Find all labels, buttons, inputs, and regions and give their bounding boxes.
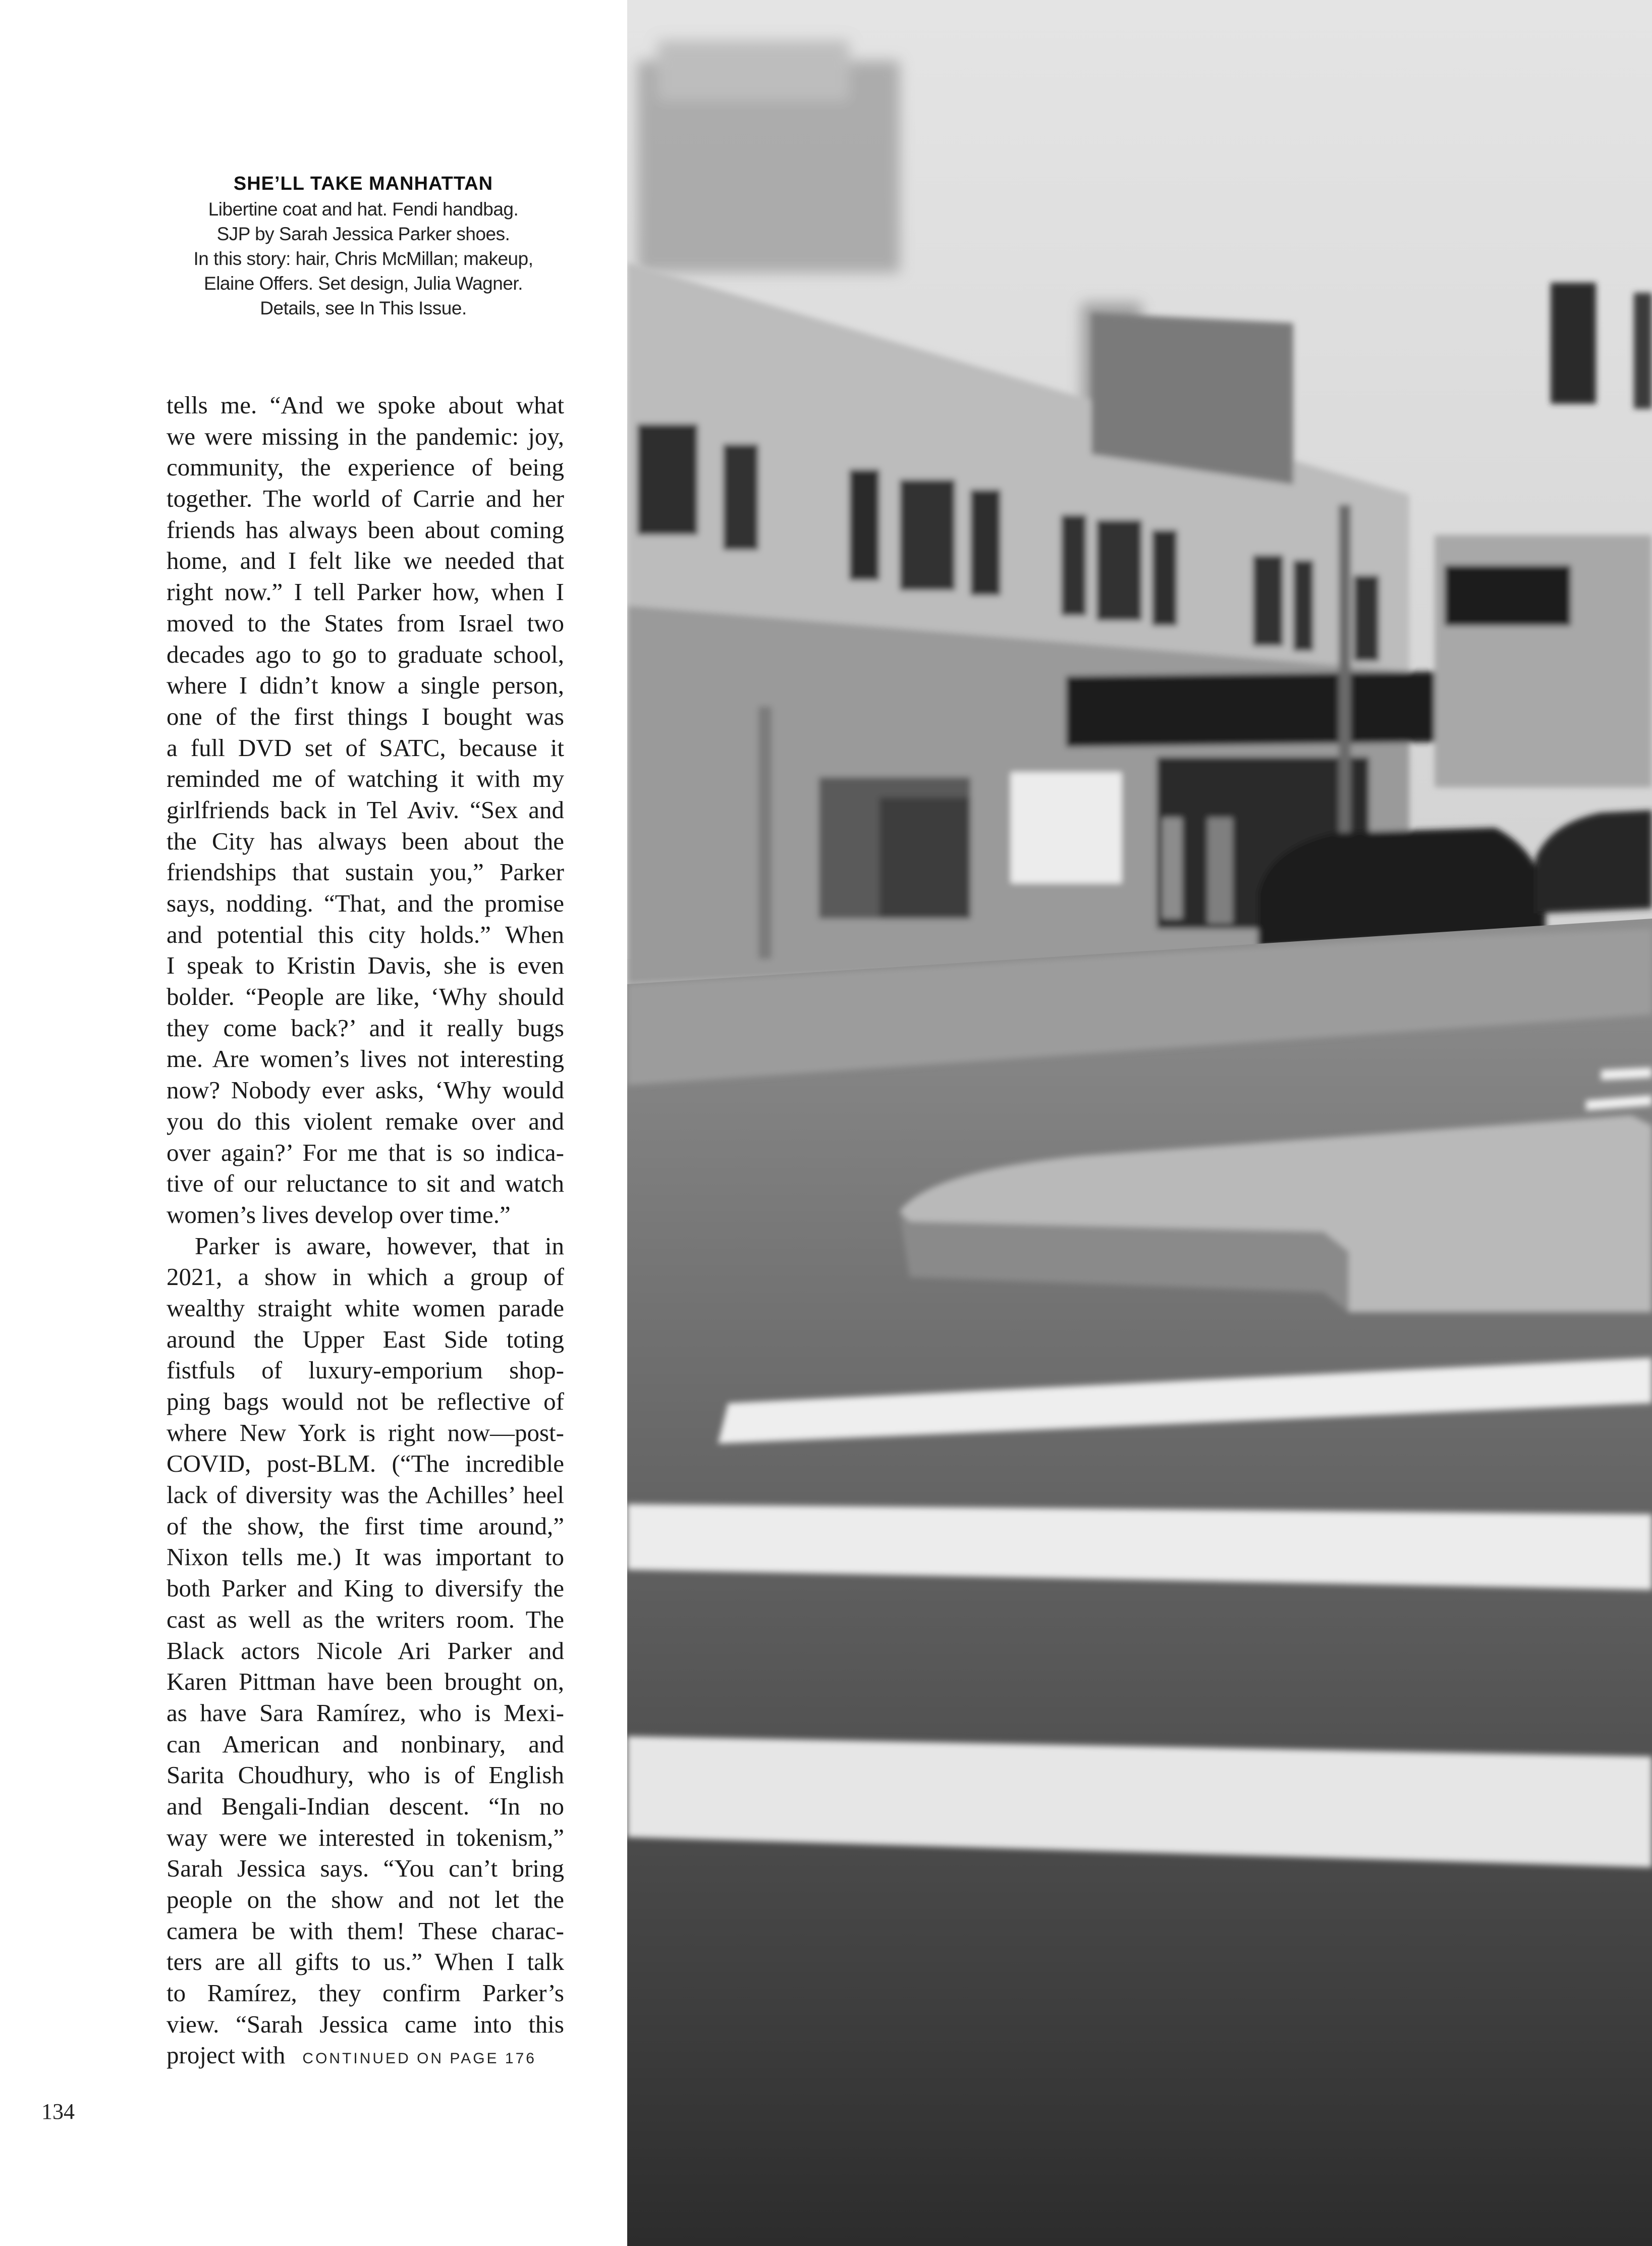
body-line: girlfriends back in Tel Aviv. “Sex and: [167, 795, 564, 824]
page-number: 134: [41, 2099, 75, 2124]
article-body: [167, 390, 564, 2071]
body-line: camera be with them! These charac-: [167, 1916, 564, 1945]
body-line: fistfuls of luxury-emporium shop-: [167, 1356, 564, 1384]
body-line: view. “Sarah Jessica came into this: [167, 2010, 564, 2038]
body-line: both Parker and King to diversify the: [167, 1574, 564, 1602]
body-line: right now.” I tell Parker how, when I: [167, 578, 564, 606]
body-line: wealthy straight white women parade: [167, 1294, 564, 1322]
body-line: bolder. “People are like, ‘Why should: [167, 983, 564, 1011]
body-line: you do this violent remake over and: [167, 1107, 564, 1135]
body-line: a full DVD set of SATC, because it: [167, 733, 564, 762]
body-line: where I didn’t know a single person,: [167, 671, 564, 700]
body-line: Karen Pittman have been brought on,: [167, 1668, 564, 1696]
body-line: the City has always been about the: [167, 827, 564, 855]
body-line: I speak to Kristin Davis, she is even: [167, 951, 564, 980]
body-line: Black actors Nicole Ari Parker and: [167, 1636, 564, 1665]
body-line: reminded me of watching it with my: [167, 765, 564, 793]
body-line: as have Sara Ramírez, who is Mexi-: [167, 1698, 564, 1727]
body-line: friends has always been about coming: [167, 515, 564, 544]
body-line: 2021, a show in which a group of: [167, 1263, 564, 1291]
body-line: one of the first things I bought was: [167, 702, 564, 730]
body-line: they come back?’ and it really bugs: [167, 1013, 564, 1042]
body-line: and potential this city holds.” When: [167, 920, 564, 948]
body-line: ping bags would not be reflective of: [167, 1387, 564, 1415]
caption-title: SHE’LL TAKE MANHATTAN: [233, 173, 493, 194]
body-line: ters are all gifts to us.” When I talk: [167, 1948, 564, 1976]
caption-line: Libertine coat and hat. Fendi handbag.: [208, 199, 519, 220]
continued-jump: CONTINUED ON PAGE 176: [302, 2050, 536, 2067]
body-line: decades ago to go to graduate school,: [167, 640, 564, 668]
body-line: friendships that sustain you,” Parker: [167, 858, 564, 886]
body-last-line: [167, 2040, 564, 2071]
body-line: home, and I felt like we needed that: [167, 547, 564, 575]
body-line: COVID, post-BLM. (“The incredible: [167, 1450, 564, 1478]
body-line: now? Nobody ever asks, ‘Why would: [167, 1076, 564, 1104]
body-line: community, the experience of being: [167, 453, 564, 482]
body-line: can American and nonbinary, and: [167, 1730, 564, 1758]
body-line: Parker is aware, however, that in: [195, 1232, 564, 1260]
body-line: together. The world of Carrie and her: [167, 485, 564, 513]
caption-line: Elaine Offers. Set design, Julia Wagner.: [204, 273, 523, 294]
body-line: Sarah Jessica says. “You can’t bring: [167, 1854, 564, 1883]
body-line: tive of our reluctance to sit and watch: [167, 1169, 564, 1198]
caption-line: Details, see In This Issue.: [260, 298, 467, 318]
body-line: over again?’ For me that is so indica-: [167, 1138, 564, 1166]
body-line: says, nodding. “That, and the promise: [167, 889, 564, 917]
photo-caption: [151, 171, 575, 320]
body-line: me. Are women’s lives not interesting: [167, 1045, 564, 1073]
body-line: people on the show and not let the: [167, 1886, 564, 1913]
caption-line: SJP by Sarah Jessica Parker shoes.: [216, 224, 510, 244]
body-line: where New York is right now—post-: [167, 1418, 564, 1447]
body-line: and Bengali-Indian descent. “In no: [167, 1792, 564, 1820]
body-line: Nixon tells me.) It was important to: [167, 1543, 564, 1571]
body-line: to Ramírez, they confirm Parker’s: [167, 1979, 564, 2007]
body-line: around the Upper East Side toting: [167, 1325, 564, 1353]
street-photograph: [627, 0, 1652, 2246]
body-line: project with: [167, 2041, 286, 2069]
body-line: of the show, the first time around,”: [167, 1512, 564, 1540]
body-line: we were missing in the pandemic: joy,: [167, 422, 564, 450]
body-line: cast as well as the writers room. The: [167, 1605, 564, 1633]
body-line: way were we interested in tokenism,”: [167, 1823, 564, 1851]
body-line: Sarita Choudhury, who is of English: [167, 1761, 564, 1789]
body-line: tells me. “And we spoke about what: [167, 391, 564, 419]
body-line: women’s lives develop over time.”: [167, 1200, 511, 1228]
body-line: moved to the States from Israel two: [167, 609, 564, 637]
caption-line: In this story: hair, Chris McMillan; makeup,: [193, 248, 533, 269]
body-line: lack of diversity was the Achilles’ heel: [167, 1481, 564, 1509]
text-column: [0, 0, 627, 2246]
